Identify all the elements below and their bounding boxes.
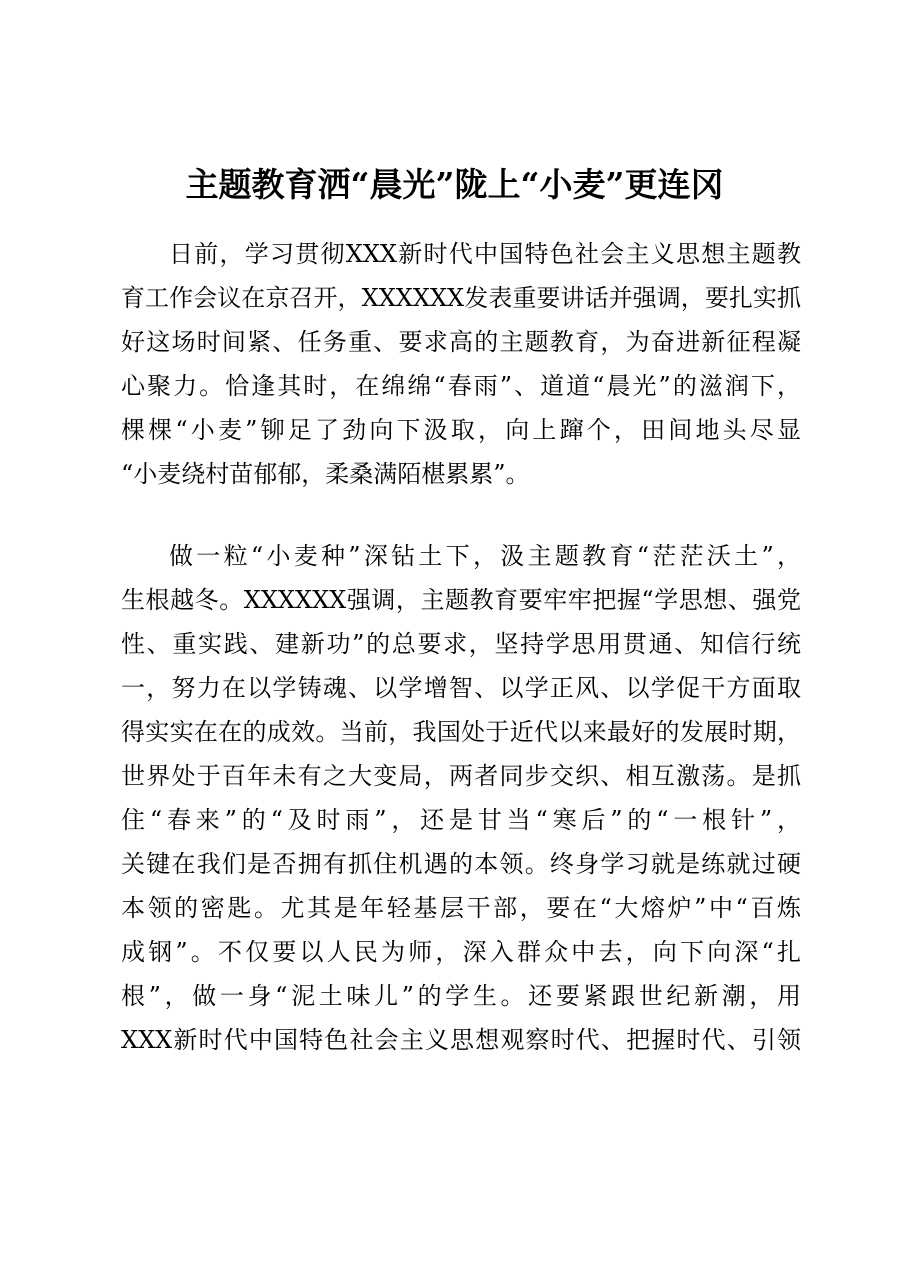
text-line: 育工作会议在京召开，XXXXXX发表重要讲话并强调，要扎实抓 (121, 284, 801, 312)
text-line: 得实实在在的成效。当前，我国处于近代以来最好的发展时期， (121, 718, 801, 746)
text-line: 性、重实践、建新功”的总要求，坚持学思用贯通、知信行统 (121, 630, 801, 658)
text-line: 棵棵“小麦”铆足了劲向下汲取，向上蹿个，田间地头尽显 (121, 416, 801, 444)
text-line: 日前，学习贯彻XXX新时代中国特色社会主义思想主题教 (169, 240, 801, 268)
text-line: 根”，做一身“泥土味儿”的学生。还要紧跟世纪新潮，用 (121, 982, 801, 1010)
text-line: 住“春来”的“及时雨”，还是甘当“寒后”的“一根针”， (121, 806, 801, 834)
text-line: 成钢”。不仅要以人民为师，深入群众中去，向下向深“扎 (121, 938, 801, 966)
text-line: 一，努力在以学铸魂、以学增智、以学正风、以学促干方面取 (121, 674, 801, 702)
text-line: 关键在我们是否拥有抓住机遇的本领。终身学习就是练就过硬 (121, 850, 801, 878)
text-line: “小麦绕村苗郁郁，柔桑满陌椹累累”。 (121, 460, 530, 488)
paragraph-2 (121, 534, 801, 1062)
text-line: 本领的密匙。尤其是年轻基层干部，要在“大熔炉”中“百炼 (121, 894, 801, 922)
text-line: 生根越冬。XXXXXX强调，主题教育要牢牢把握“学思想、强党 (121, 586, 801, 614)
page-title: 主题教育洒“晨光”陇上“小麦”更连冈 (185, 165, 724, 204)
text-line: XXX新时代中国特色社会主义思想观察时代、把握时代、引领 (121, 1026, 801, 1054)
paragraph-1 (121, 232, 801, 496)
text-line: 好这场时间紧、任务重、要求高的主题教育，为奋进新征程凝 (121, 328, 801, 356)
text-line: 做一粒“小麦种”深钻土下，汲主题教育“茫茫沃土”， (169, 542, 801, 570)
text-line: 心聚力。恰逢其时，在绵绵“春雨”、道道“晨光”的滋润下， (121, 372, 801, 400)
text-line: 世界处于百年未有之大变局，两者同步交织、相互激荡。是抓 (121, 762, 801, 790)
